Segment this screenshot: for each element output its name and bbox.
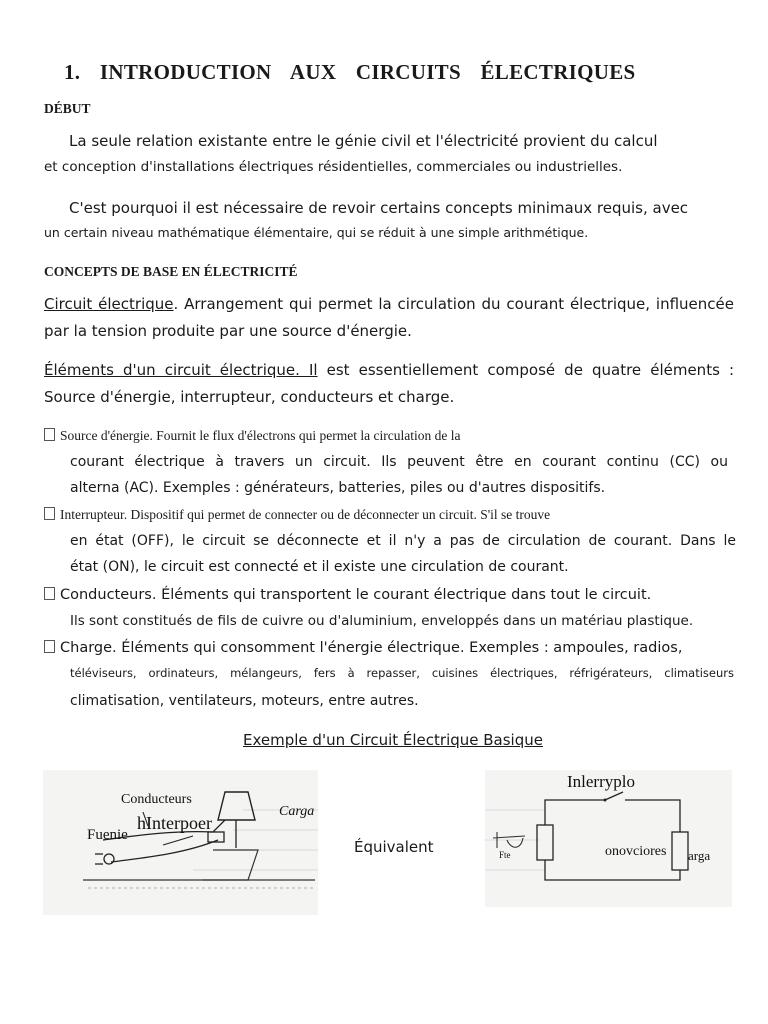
schematic-label-inlerryplo: Inlerryplo (567, 772, 635, 791)
elements-text: est essentiellement composé de quatre éléments : Source d'énergie, interrupteur, conducteurs et charge. (44, 361, 734, 406)
missing-glyph-box-icon (44, 428, 55, 441)
bullet-source-line-1: courant électrique à travers un circuit. Ils peuvent être en courant continu (CC) ou (70, 454, 728, 470)
schematic-label-onovciores: onovciores (605, 844, 667, 859)
sketch-label-interpoer: hInterpoer (137, 813, 212, 833)
missing-glyph-box-icon (44, 507, 55, 520)
sketch-label-carga: Carga (279, 804, 315, 819)
section-heading-concepts: CONCEPTS DE BASE EN ÉLECTRICITÉ (44, 264, 298, 279)
bullet-source-head-text: Source d'énergie. Fournit le flux d'électrons qui permet la circulation de la (60, 428, 461, 443)
circuit-text: . Arrangement qui permet la circulation du courant électrique, influencée par la tension produite par une source d'énergie. (44, 295, 734, 340)
switch-symbol (605, 792, 623, 800)
bullet-conductors-line-1: Ils sont constitués de fils de cuivre ou d'aluminium, enveloppés dans un matériau plastique. (70, 613, 694, 629)
battery-shape (104, 854, 114, 864)
debut-paragraph-2-line-1: C'est pourquoi il est nécessaire de revoir certains concepts minimaux requis, avec (69, 199, 689, 217)
bullet-conductors-head-text: Conducteurs. Éléments qui transportent le courant électrique dans tout le circuit. (60, 587, 652, 603)
circuit-sketch-image (43, 770, 318, 915)
bullet-charge-line-1: téléviseurs, ordinateurs, mélangeurs, fers à repasser, cuisines électriques, réfrigérateurs, climatiseurs (70, 666, 734, 680)
bullet-switch-line-1: en état (OFF), le circuit se déconnecte et il n'y a pas de circulation de courant. Dans le (70, 533, 736, 549)
bullet-charge-line-2: climatisation, ventilateurs, moteurs, entre autres. (70, 693, 419, 709)
figure-caption-text: Exemple d'un Circuit Électrique Basique (243, 731, 543, 749)
missing-glyph-box-icon (44, 587, 55, 600)
schematic-label-fte: Fte (499, 850, 511, 860)
sketch-label-conducteurs: Conducteurs (121, 792, 192, 807)
elements-definition (44, 357, 734, 411)
bullet-conductors-head (44, 587, 651, 603)
sketch-label-fuenie: Fuenie (87, 827, 128, 843)
debut-paragraph-1-line-2: et conception d'installations électriques résidentielles, commerciales ou industrielles. (44, 159, 623, 175)
missing-glyph-box-icon (44, 640, 55, 653)
bullet-charge-head-text: Charge. Éléments qui consomment l'énergie électrique. Exemples : ampoules, radios, (60, 640, 683, 656)
bullet-source-head (44, 428, 461, 444)
source-symbol (537, 825, 553, 860)
schematic-label-arga: arga (688, 848, 711, 863)
debut-paragraph-2-line-2: un certain niveau mathématique élémentaire, qui se réduit à une simple arithmétique. (44, 225, 589, 240)
lamp-shade-shape (218, 792, 255, 820)
bullet-switch-head-text: Interrupteur. Dispositif qui permet de connecter ou de déconnecter un circuit. S'il se trouve (60, 507, 551, 522)
bullet-charge-head (44, 640, 682, 656)
section-heading-debut: DÉBUT (44, 101, 91, 116)
circuit-schematic-image (485, 770, 732, 907)
page-title: 1. INTRODUCTION AUX CIRCUITS ÉLECTRIQUES (64, 60, 636, 84)
circuit-definition (44, 291, 734, 345)
elements-term: Éléments d'un circuit électrique. Il (44, 361, 318, 379)
figure-caption (243, 731, 543, 749)
bullet-switch-head (44, 507, 550, 523)
load-symbol (672, 832, 688, 870)
circuit-term: Circuit électrique (44, 295, 174, 313)
bullet-source-line-2: alterna (AC). Exemples : générateurs, batteries, piles ou d'autres dispositifs. (70, 480, 606, 496)
equivalent-label: Équivalent (354, 838, 434, 856)
debut-paragraph-1-line-1: La seule relation existante entre le génie civil et l'électricité provient du calcul (69, 132, 658, 150)
bullet-switch-line-2: état (ON), le circuit est connecté et il existe une circulation de courant. (70, 559, 569, 575)
